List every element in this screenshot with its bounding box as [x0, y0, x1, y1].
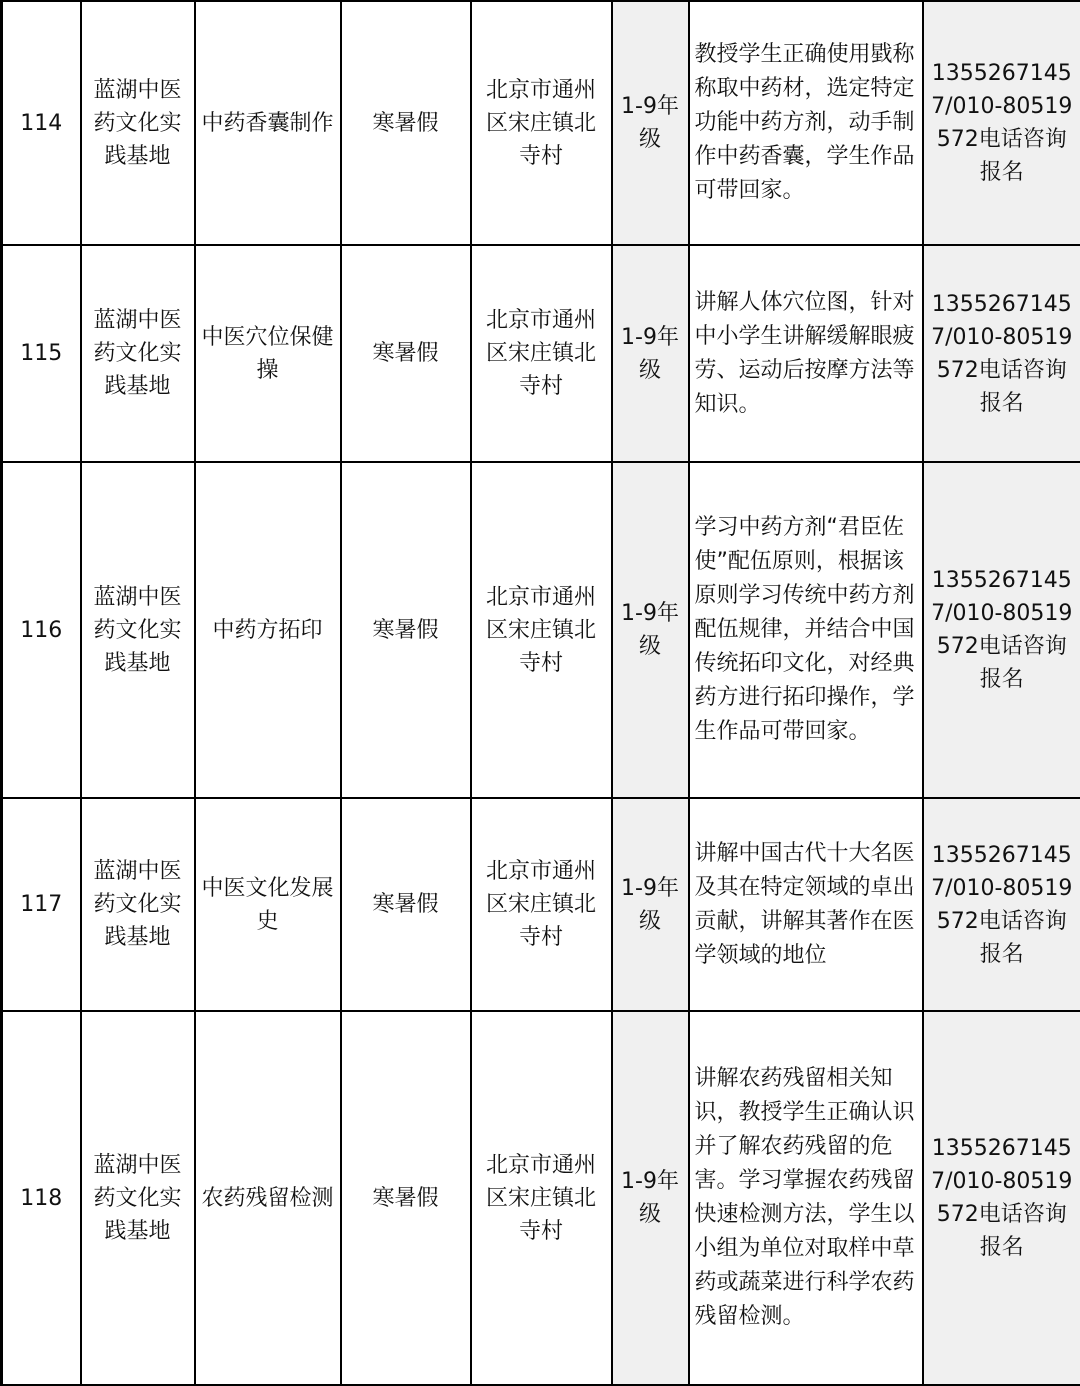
table-row	[2, 245, 1080, 462]
grade-level: 1-9年级	[612, 462, 689, 798]
base-name: 蓝湖中医药文化实践基地	[81, 245, 195, 462]
location: 北京市通州区宋庄镇北寺村	[471, 245, 612, 462]
base-name: 蓝湖中医药文化实践基地	[81, 1011, 195, 1385]
grade-level: 1-9年级	[612, 1011, 689, 1385]
course-name: 中药香囊制作	[195, 1, 341, 245]
course-description: 讲解人体穴位图，针对中小学生讲解缓解眼疲劳、运动后按摩方法等知识。	[689, 245, 923, 462]
table-row	[2, 1011, 1080, 1385]
contact-info: 13552671457/010-80519572电话咨询报名	[923, 1011, 1080, 1385]
base-name: 蓝湖中医药文化实践基地	[81, 1, 195, 245]
course-name: 中医文化发展史	[195, 798, 341, 1011]
grade-level: 1-9年级	[612, 798, 689, 1011]
contact-info: 13552671457/010-80519572电话咨询报名	[923, 1, 1080, 245]
table-row	[2, 798, 1080, 1011]
course-description: 学习中药方剂“君臣佐使”配伍原则，根据该原则学习传统中药方剂配伍规律，并结合中国传统拓印文化，对经典药方进行拓印操作，学生作品可带回家。	[689, 462, 923, 798]
schedule-period: 寒暑假	[341, 798, 471, 1011]
row-number: 116	[2, 462, 81, 798]
schedule-period: 寒暑假	[341, 1, 471, 245]
location: 北京市通州区宋庄镇北寺村	[471, 462, 612, 798]
row-number: 115	[2, 245, 81, 462]
location: 北京市通州区宋庄镇北寺村	[471, 1, 612, 245]
location: 北京市通州区宋庄镇北寺村	[471, 1011, 612, 1385]
table-row	[2, 1, 1080, 245]
row-number: 117	[2, 798, 81, 1011]
course-description: 教授学生正确使用戥称称取中药材，选定特定功能中药方剂，动手制作中药香囊，学生作品可带回家。	[689, 1, 923, 245]
base-name: 蓝湖中医药文化实践基地	[81, 798, 195, 1011]
row-number: 114	[2, 1, 81, 245]
base-name: 蓝湖中医药文化实践基地	[81, 462, 195, 798]
contact-info: 13552671457/010-80519572电话咨询报名	[923, 798, 1080, 1011]
course-name: 中药方拓印	[195, 462, 341, 798]
table-row	[2, 462, 1080, 798]
schedule-period: 寒暑假	[341, 462, 471, 798]
grade-level: 1-9年级	[612, 245, 689, 462]
contact-info: 13552671457/010-80519572电话咨询报名	[923, 245, 1080, 462]
course-description: 讲解中国古代十大名医及其在特定领域的卓出贡献，讲解其著作在医学领域的地位	[689, 798, 923, 1011]
row-number: 118	[2, 1011, 81, 1385]
course-name: 农药残留检测	[195, 1011, 341, 1385]
schedule-period: 寒暑假	[341, 1011, 471, 1385]
contact-info: 13552671457/010-80519572电话咨询报名	[923, 462, 1080, 798]
schedule-period: 寒暑假	[341, 245, 471, 462]
location: 北京市通州区宋庄镇北寺村	[471, 798, 612, 1011]
course-description: 讲解农药残留相关知识，教授学生正确认识并了解农药残留的危害。学习掌握农药残留快速检测方法，学生以小组为单位对取样中草药或蔬菜进行科学农药残留检测。	[689, 1011, 923, 1385]
course-name: 中医穴位保健操	[195, 245, 341, 462]
grade-level: 1-9年级	[612, 1, 689, 245]
